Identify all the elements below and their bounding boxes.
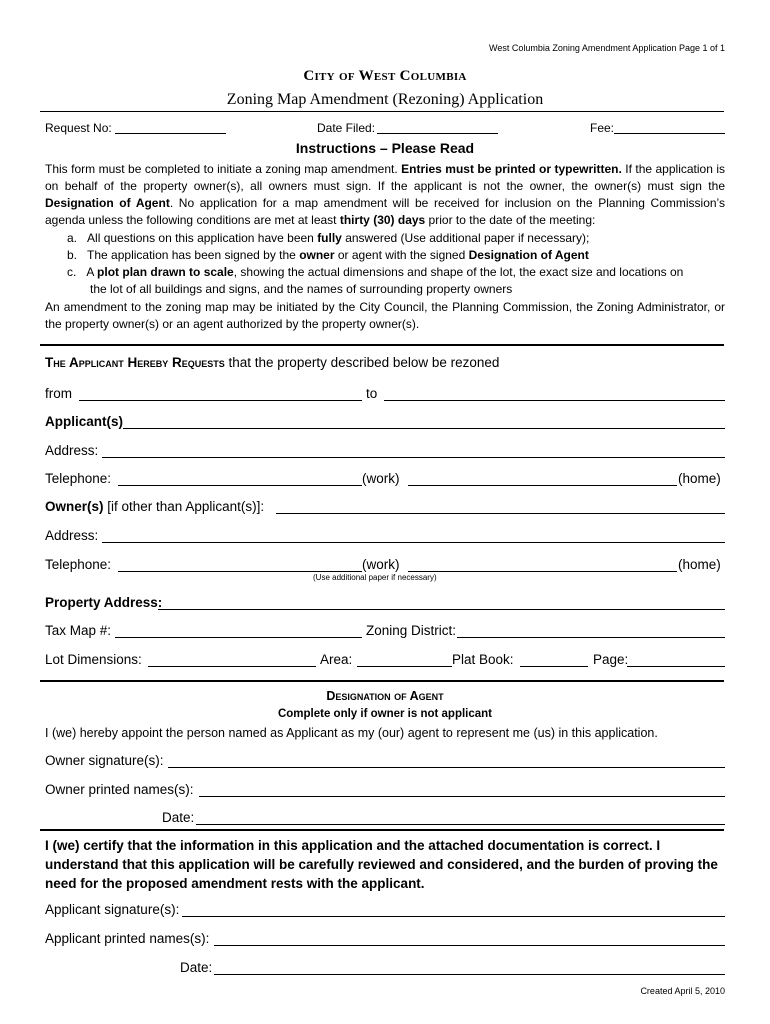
page-field[interactable] [627, 666, 725, 667]
instructions-heading: Instructions – Please Read [295, 140, 475, 156]
owner-printed-field[interactable] [199, 796, 725, 797]
property-address-field[interactable] [158, 609, 725, 610]
applicant-printed-field[interactable] [214, 945, 725, 946]
owners-field[interactable] [276, 513, 725, 514]
work-label: (work) [362, 471, 400, 486]
section-divider-3 [40, 829, 724, 831]
tax-map-field[interactable] [115, 637, 362, 638]
request-no-label: Request No: [45, 121, 112, 135]
section-divider-1 [40, 344, 724, 346]
property-address-label: Property Address: [45, 595, 163, 610]
amendment-paragraph: An amendment to the zoning map may be initiated by the City Council, the Planning Commission, the Zoning Administrator, or the property owner(s) or an agent authorized by the property owner(s). [45, 300, 725, 331]
plat-book-label: Plat Book: [452, 652, 514, 667]
page-note: West Columbia Zoning Amendment Application Page 1 of 1 [489, 43, 725, 53]
owner-telephone-home-field[interactable] [408, 571, 677, 572]
telephone-work-field[interactable] [118, 485, 362, 486]
area-label: Area: [320, 652, 353, 667]
applicant-printed-label: Applicant printed names(s): [45, 931, 210, 946]
applicant-signature-label: Applicant signature(s): [45, 902, 180, 917]
request-no-field[interactable] [115, 133, 226, 134]
owner-address-label: Address: [45, 528, 99, 543]
fee-field[interactable] [614, 133, 725, 134]
tax-map-label: Tax Map #: [45, 623, 112, 638]
telephone-home-field[interactable] [408, 485, 677, 486]
owner-home-label: (home) [678, 557, 721, 572]
date-filed-field[interactable] [377, 133, 498, 134]
lot-dimensions-label: Lot Dimensions: [45, 652, 142, 667]
agent-date-field[interactable] [196, 824, 725, 825]
applicants-label: Applicant(s) [45, 414, 124, 429]
from-label: from [45, 386, 72, 401]
owner-telephone-label: Telephone: [45, 557, 112, 572]
owner-signature-label: Owner signature(s): [45, 753, 164, 768]
owner-telephone-work-field[interactable] [118, 571, 362, 572]
to-field[interactable] [384, 400, 725, 401]
certification-statement: I (we) certify that the information in this application and the attached documentation is correct. I understand that this application will be carefully reviewed and considered, and the burden of proving the need for the proposed amendment rests with the applicant. [45, 838, 718, 891]
created-date: Created April 5, 2010 [640, 986, 725, 996]
owner-signature-field[interactable] [168, 767, 725, 768]
agent-statement: I (we) hereby appoint the person named as Applicant as my (our) agent to represent me (us) in this application. [45, 726, 658, 740]
page-title: City of West Columbia [303, 68, 467, 84]
instruction-item-b: b. The application has been signed by the owner or agent with the signed Designation of Agent [67, 248, 589, 262]
lot-dimensions-field[interactable] [148, 666, 316, 667]
home-label: (home) [678, 471, 721, 486]
applicant-date-field[interactable] [214, 974, 725, 975]
page-label: Page: [593, 652, 629, 667]
section-divider-2 [40, 680, 724, 682]
applicant-date-label: Date: [180, 960, 213, 975]
from-field[interactable] [79, 400, 362, 401]
header-rule [40, 111, 724, 112]
instruction-item-c: c. A plot plan drawn to scale, showing the actual dimensions and shape of the lot, the exact size and locations on [67, 265, 684, 279]
address-field[interactable] [102, 457, 725, 458]
additional-paper-note: (Use additional paper if necessary) [313, 573, 437, 582]
owner-address-field[interactable] [102, 542, 725, 543]
area-field[interactable] [357, 666, 452, 667]
owners-label: Owner(s) [if other than Applicant(s)]: [45, 499, 265, 514]
date-filed-label: Date Filed: [317, 121, 376, 135]
plat-book-field[interactable] [520, 666, 588, 667]
applicants-field[interactable] [123, 428, 725, 429]
applicant-signature-field[interactable] [182, 916, 725, 917]
agent-subheading: Complete only if owner is not applicant [277, 708, 493, 720]
instruction-item-a: a. All questions on this application have been fully answered (Use additional paper if necessary); [67, 231, 590, 245]
instruction-item-c-continued: the lot of all buildings and signs, and the names of surrounding property owners [90, 282, 513, 296]
zoning-district-label: Zoning District: [366, 623, 457, 638]
form-subtitle: Zoning Map Amendment (Rezoning) Application [226, 91, 544, 108]
zoning-district-field[interactable] [457, 637, 725, 638]
owner-work-label: (work) [362, 557, 400, 572]
to-label: to [366, 386, 378, 401]
address-label: Address: [45, 443, 99, 458]
instructions-paragraph: This form must be completed to initiate a zoning map amendment. Entries must be printed or typewritten. If the application is on behalf of the property owner(s), all owners must sign. If the applicant is not the owner, the owner(s) must sign the Designation of Agent. No application for a map amendment will be received for inclusion on the Planning Commission’s agenda unless the following conditions are met at least thirty (30) days prior to the date of the meeting: [45, 162, 726, 227]
request-heading: The Applicant Hereby Requests that the property described below be rezoned [45, 355, 500, 370]
agent-date-label: Date: [162, 810, 195, 825]
telephone-label: Telephone: [45, 471, 112, 486]
agent-heading: Designation of Agent [326, 689, 444, 703]
owner-printed-label: Owner printed names(s): [45, 782, 194, 797]
fee-label: Fee: [590, 121, 615, 135]
